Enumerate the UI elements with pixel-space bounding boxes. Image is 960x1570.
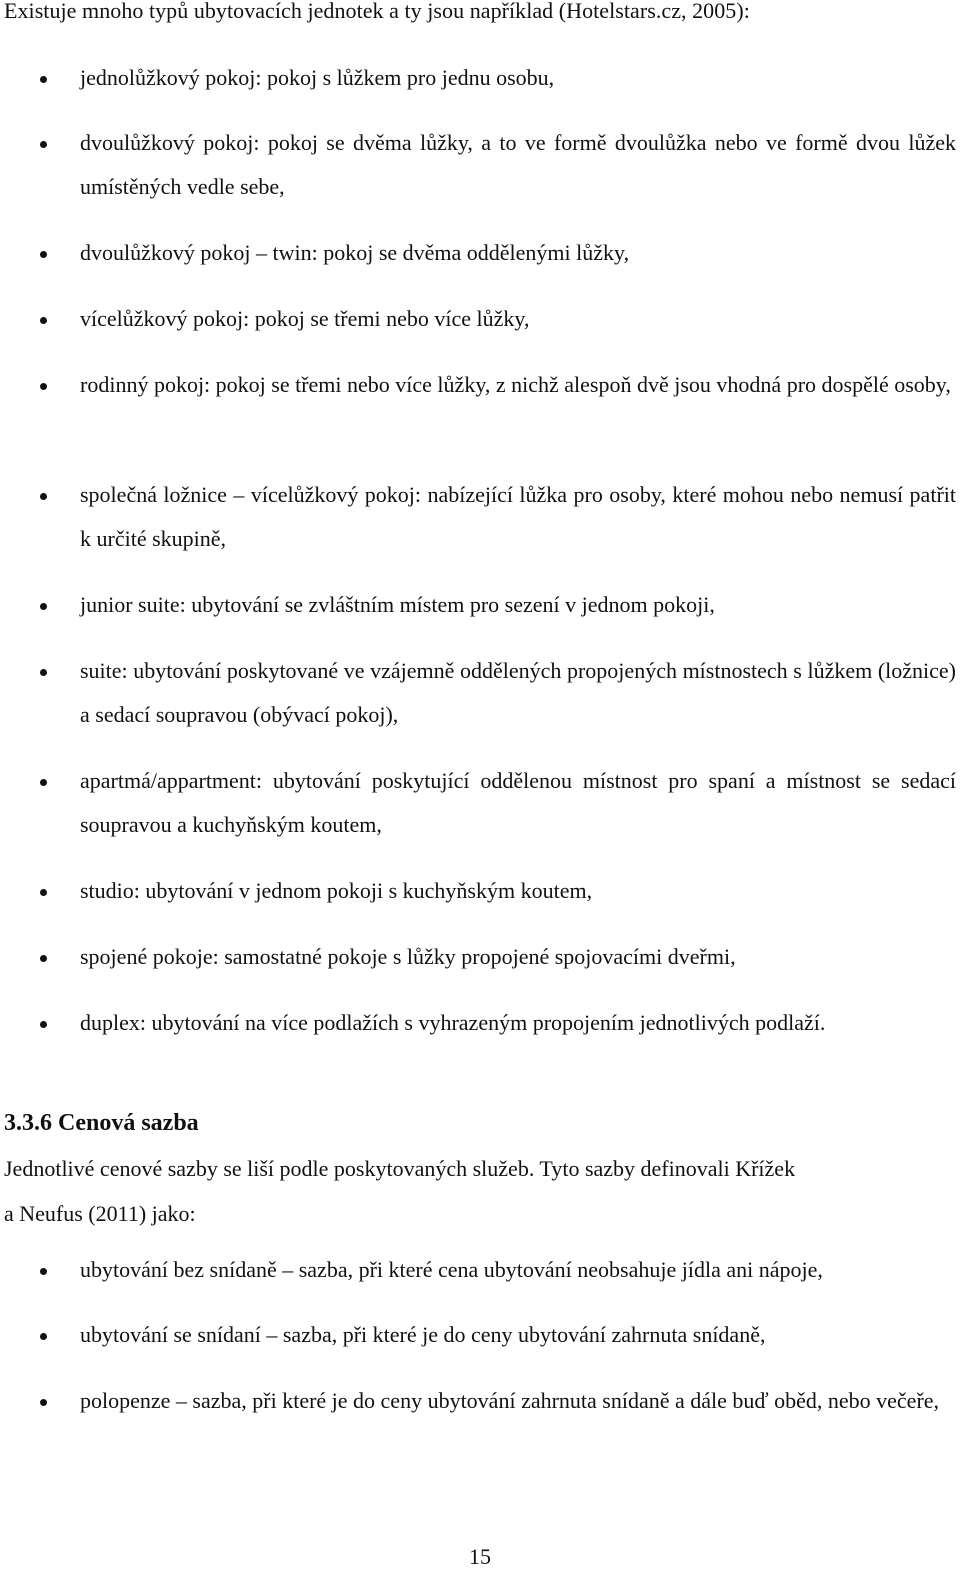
list-item-text: junior suite: ubytování se zvláštním místem pro sezení v jednom pokoji, <box>80 592 715 617</box>
bullet-icon <box>40 383 47 390</box>
page-number: 15 <box>469 1544 491 1569</box>
list-item-text: spojené pokoje: samostatné pokoje s lůžky propojené spojovacími dveřmi, <box>80 944 736 969</box>
list-item-text: suite: ubytování poskytované ve vzájemně oddělených propojených místnostech s lůžkem (ložnice) a sedací soupravou (obývací pokoj), <box>80 658 956 727</box>
list-item-text: dvoulůžkový pokoj – twin: pokoj se dvěma oddělenými lůžky, <box>80 240 630 265</box>
bullet-icon <box>40 669 47 676</box>
bullet-icon <box>40 317 47 324</box>
list-item-text: studio: ubytování v jednom pokoji s kuchyňským koutem, <box>80 878 593 903</box>
section-heading: 3.3.6 Cenová sazba <box>4 1110 199 1136</box>
list-item-text: společná ložnice – vícelůžkový pokoj: nabízející lůžka pro osoby, které mohou nebo nemusí patřit k určité skupině, <box>80 482 956 551</box>
bullet-icon <box>40 76 47 83</box>
bullet-icon <box>40 603 47 610</box>
bullet-icon <box>40 1021 47 1028</box>
bullet-icon <box>40 251 47 258</box>
rates-intro-line-1: Jednotlivé cenové sazby se liší podle poskytovaných služeb. Tyto sazby definovali Křížek <box>4 1156 796 1181</box>
list-item-text: apartmá/appartment: ubytování poskytující oddělenou místnost pro spaní a místnost se sedací soupravou a kuchyňským koutem, <box>80 768 956 837</box>
bullet-icon <box>40 1333 47 1340</box>
bullet-icon <box>40 1399 47 1406</box>
bullet-icon <box>40 493 47 500</box>
list-item-text: jednolůžkový pokoj: pokoj s lůžkem pro jednu osobu, <box>80 65 555 90</box>
list-item-text: ubytování se snídaní – sazba, při které je do ceny ubytování zahrnuta snídaně, <box>80 1322 766 1347</box>
rates-intro-line-2: a Neufus (2011) jako: <box>4 1201 196 1226</box>
bullet-icon <box>40 779 47 786</box>
bullet-icon <box>40 141 47 148</box>
intro-text: Existuje mnoho typů ubytovacích jednotek a ty jsou například (Hotelstars.cz, 2005): <box>4 0 750 23</box>
list-item-text: duplex: ubytování na více podlažích s vyhrazeným propojením jednotlivých podlaží. <box>80 1010 826 1035</box>
list-item-text: polopenze – sazba, při které je do ceny ubytování zahrnuta snídaně a dále buď oběd, nebo večeře, <box>80 1388 940 1413</box>
bullet-icon <box>40 955 47 962</box>
list-item-text: vícelůžkový pokoj: pokoj se třemi nebo více lůžky, <box>80 306 530 331</box>
list-item-text: ubytování bez snídaně – sazba, při které cena ubytování neobsahuje jídla ani nápoje, <box>80 1257 823 1282</box>
bullet-icon <box>40 889 47 896</box>
list-item-text: rodinný pokoj: pokoj se třemi nebo více lůžky, z nichž alespoň dvě jsou vhodná pro dospělé osoby, <box>80 372 951 397</box>
list-item-text: dvoulůžkový pokoj: pokoj se dvěma lůžky, a to ve formě dvoulůžka nebo ve formě dvou lůžek umístěných vedle sebe, <box>80 130 956 199</box>
bullet-icon <box>40 1268 47 1275</box>
